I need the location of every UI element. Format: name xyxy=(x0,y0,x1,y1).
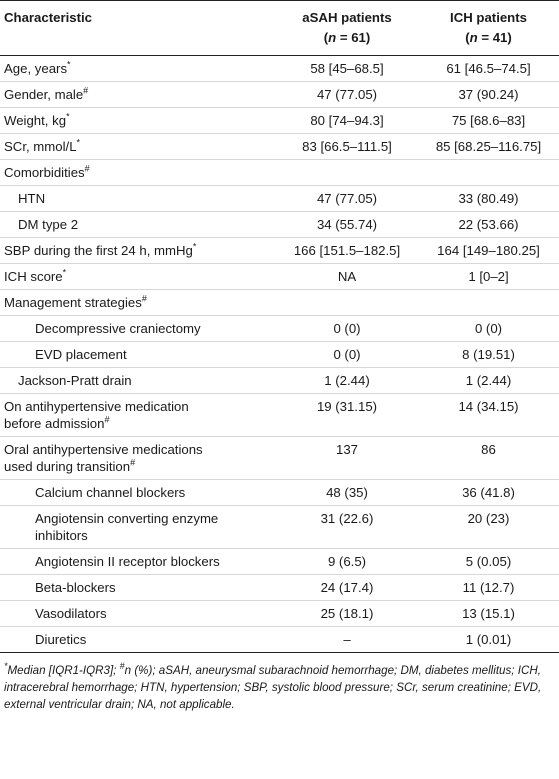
asah-value: 0 (0) xyxy=(333,321,361,336)
row-label xyxy=(0,437,276,480)
asah-value: 1 (2.44) xyxy=(324,373,370,388)
table-row xyxy=(0,480,559,506)
row-label-text: Gender, male xyxy=(4,87,84,102)
ich-value: 5 (0.05) xyxy=(465,554,512,569)
table-row xyxy=(0,238,559,264)
ich-value: 75 [68.6–83] xyxy=(451,113,526,128)
table-row xyxy=(0,186,559,212)
header-ich-n: (n = 41) xyxy=(418,27,559,56)
row-label xyxy=(0,549,276,575)
table-body xyxy=(0,56,559,653)
asah-value: 0 (0) xyxy=(333,347,361,362)
row-label xyxy=(0,212,276,238)
row-footnote-mark: * xyxy=(192,241,197,252)
asah-value: 19 (31.15) xyxy=(316,399,378,414)
header-asah: aSAH patients xyxy=(276,1,418,28)
ich-value: 33 (80.49) xyxy=(458,191,519,206)
row-label-text: ICH score xyxy=(4,269,63,284)
row-footnote-mark: * xyxy=(66,111,70,122)
ich-value: 1 [0–2] xyxy=(468,269,509,284)
n-symbol: n xyxy=(328,30,337,45)
table-row xyxy=(0,160,559,186)
ich-value: 20 (23) xyxy=(467,511,510,526)
asah-value: 25 (18.1) xyxy=(320,606,374,621)
row-label-text: Beta-blockers xyxy=(35,580,116,595)
table-row xyxy=(0,601,559,627)
table-row xyxy=(0,394,559,437)
ich-value xyxy=(418,290,559,316)
ich-value: 36 (41.8) xyxy=(462,485,515,500)
ich-value: 61 [46.5–74.5] xyxy=(446,61,531,76)
row-label-text: Age, years xyxy=(4,61,68,76)
asah-value: 34 (55.74) xyxy=(316,217,378,232)
ich-value: 85 [68.25–116.75] xyxy=(435,139,542,154)
row-footnote-mark: * xyxy=(62,267,67,278)
row-label xyxy=(0,627,276,653)
ich-value: 14 (34.15) xyxy=(458,399,519,414)
row-footnote-mark: # xyxy=(130,457,136,468)
row-label-text: SBP during the first 24 h, mmHg xyxy=(4,243,193,258)
ich-value: 37 (90.24) xyxy=(458,87,519,102)
row-label-text: Comorbidities xyxy=(4,165,85,180)
row-label-text: Weight, kg xyxy=(4,113,67,128)
table-row xyxy=(0,368,559,394)
row-footnote-mark: * xyxy=(67,59,71,70)
table-row xyxy=(0,82,559,108)
table-row xyxy=(0,575,559,601)
row-label-text: HTN xyxy=(18,191,46,206)
row-label-text: Jackson-Pratt drain xyxy=(18,373,132,388)
row-label xyxy=(0,238,276,264)
row-label xyxy=(0,56,276,82)
row-label xyxy=(0,108,276,134)
row-label-text: Vasodilators xyxy=(35,606,107,621)
row-label-text: Calcium channel blockers xyxy=(35,485,186,500)
asah-value: 9 (6.5) xyxy=(327,554,367,569)
row-label-text: Decompressive craniectomy xyxy=(35,321,201,336)
row-label xyxy=(0,160,276,186)
table-row xyxy=(0,212,559,238)
table-row xyxy=(0,342,559,368)
row-label xyxy=(0,342,276,368)
footnote-hash-mark: # xyxy=(119,661,125,672)
row-label-text: Angiotensin converting enzyme xyxy=(35,511,219,526)
table-row xyxy=(0,264,559,290)
ich-value xyxy=(418,160,559,186)
table-row xyxy=(0,290,559,316)
row-label xyxy=(0,601,276,627)
row-footnote-mark: # xyxy=(84,163,90,174)
asah-value: 137 xyxy=(335,442,358,457)
asah-value: 31 (22.6) xyxy=(320,511,374,526)
header-ich: ICH patients xyxy=(418,1,559,28)
row-label-text: Angiotensin II receptor blockers xyxy=(35,554,220,569)
row-label xyxy=(0,575,276,601)
row-label xyxy=(0,264,276,290)
table-header xyxy=(0,1,559,56)
asah-value: NA xyxy=(337,269,357,284)
asah-value: 58 [45–68.5] xyxy=(310,61,384,76)
row-label xyxy=(0,290,276,316)
row-label-text: SCr, mmol/L xyxy=(4,139,77,154)
row-label xyxy=(0,368,276,394)
ich-value: 1 (0.01) xyxy=(465,632,512,647)
table-row xyxy=(0,316,559,342)
table-row xyxy=(0,437,559,480)
table-row xyxy=(0,56,559,82)
table-row xyxy=(0,549,559,575)
ich-value: 8 (19.51) xyxy=(462,347,515,362)
row-label xyxy=(0,316,276,342)
row-footnote-mark: * xyxy=(76,137,81,148)
row-label xyxy=(0,480,276,506)
row-label-text: EVD placement xyxy=(35,347,127,362)
asah-value: 24 (17.4) xyxy=(320,580,374,595)
row-label-text: Oral antihypertensive medications xyxy=(4,442,203,457)
asah-value: 47 (77.05) xyxy=(316,191,378,206)
row-label-text-line2: before admission xyxy=(4,416,105,431)
row-label-text: DM type 2 xyxy=(18,217,79,232)
header-asah-n: (n = 61) xyxy=(276,27,418,56)
row-label-text: Management strategies xyxy=(4,295,142,310)
footnote-part-a: Median [IQR1-IQR3]; xyxy=(7,664,120,677)
ich-value: 1 (2.44) xyxy=(465,373,512,388)
table-footnote xyxy=(0,653,559,713)
ich-value: 22 (53.66) xyxy=(458,217,519,232)
header-characteristic: Characteristic xyxy=(0,1,276,28)
footnote-part-b: n (%); aSAH, aneurysmal subarachnoid hemorrhage; DM, diabetes mellitus; ICH, intracerebral hemorrhage; HTN, hypertension; SBP, systolic blood pressure; SCr, serum creatinine; EVD, external ventricular drain; NA, not applicable. xyxy=(4,664,542,711)
row-label xyxy=(0,134,276,160)
ich-value: 86 xyxy=(481,442,496,457)
row-label-text-line2: used during transition xyxy=(4,459,131,474)
asah-value xyxy=(276,160,418,186)
ich-value: 0 (0) xyxy=(474,321,503,336)
asah-value xyxy=(276,290,418,316)
footnote-star-mark: * xyxy=(4,661,8,672)
row-label-text: On antihypertensive medication xyxy=(4,399,189,414)
ich-value: 164 [149–180.25] xyxy=(437,243,540,258)
asah-value: 47 (77.05) xyxy=(316,87,378,102)
row-label xyxy=(0,394,276,437)
row-footnote-mark: # xyxy=(104,414,110,425)
row-label xyxy=(0,506,276,549)
ich-value: 13 (15.1) xyxy=(462,606,515,621)
table-row xyxy=(0,506,559,549)
row-footnote-mark: # xyxy=(83,85,89,96)
table-row xyxy=(0,108,559,134)
asah-value: 48 (35) xyxy=(326,485,368,500)
asah-value: – xyxy=(343,632,351,647)
table-row xyxy=(0,627,559,653)
row-label-text-line2: inhibitors xyxy=(35,528,88,543)
table-row xyxy=(0,134,559,160)
asah-value: 83 [66.5–111.5] xyxy=(302,139,392,154)
ich-value: 11 (12.7) xyxy=(462,580,515,595)
row-footnote-mark: # xyxy=(141,293,147,304)
asah-value: 166 [151.5–182.5] xyxy=(293,243,401,258)
asah-value: 80 [74–94.3] xyxy=(310,113,384,128)
row-label xyxy=(0,186,276,212)
row-label-text: Diuretics xyxy=(35,632,87,647)
row-label xyxy=(0,82,276,108)
n-symbol: n xyxy=(469,30,478,45)
